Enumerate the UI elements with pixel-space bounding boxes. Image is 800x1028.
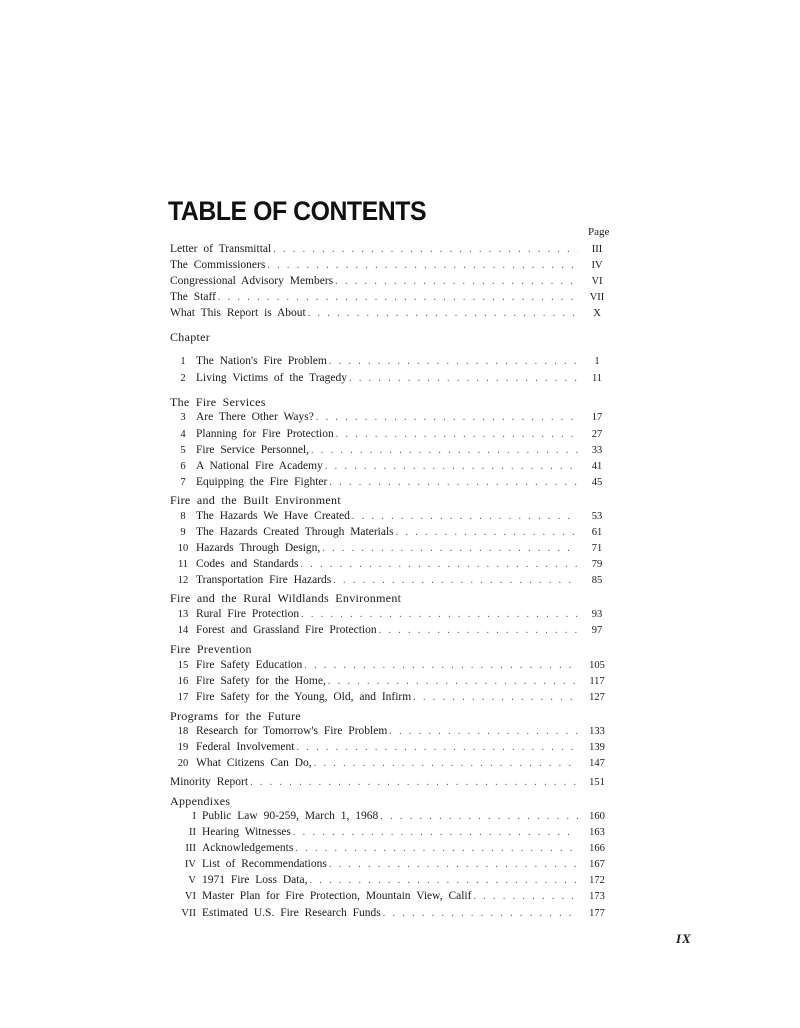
entry-page-number: X xyxy=(593,308,601,319)
entry-title: Congressional Advisory Members xyxy=(170,275,334,287)
dot-leader xyxy=(335,275,578,289)
entry-page-number: 53 xyxy=(591,511,603,522)
entry-number: 13 xyxy=(177,609,189,620)
entry-page-number: 177 xyxy=(589,908,605,919)
dot-leader xyxy=(267,259,578,273)
entry-page-number: 1 xyxy=(594,356,600,367)
entry-number: VII xyxy=(181,908,196,919)
entry-title: 1971 Fire Loss Data, xyxy=(202,874,308,886)
dot-leader xyxy=(295,842,578,856)
entry-title: Minority Report xyxy=(170,776,249,788)
entry-title: Equipping the Fire Fighter xyxy=(196,476,328,488)
chapter-entry xyxy=(170,525,612,539)
page-column-label: Page xyxy=(588,226,610,238)
front-matter-entry xyxy=(170,306,612,320)
entry-page-number: 45 xyxy=(591,477,603,488)
entry-number: 17 xyxy=(177,692,189,703)
entry-number: 15 xyxy=(177,660,189,671)
entry-page-number: VI xyxy=(591,276,603,287)
dot-leader xyxy=(316,411,578,425)
entry-number: 8 xyxy=(180,511,186,522)
appendix-entry xyxy=(170,873,612,887)
entry-title: What Citizens Can Do, xyxy=(196,757,312,769)
entry-page-number: 139 xyxy=(589,742,605,753)
dot-leader xyxy=(396,526,578,540)
appendixes-heading: Appendixes xyxy=(170,794,231,808)
section-heading: Fire Prevention xyxy=(170,642,252,656)
page-folio: IX xyxy=(676,931,692,946)
entry-page-number: 167 xyxy=(589,859,605,870)
section-heading: The Fire Services xyxy=(170,395,266,409)
chapter-entry xyxy=(170,443,612,457)
entry-page-number: 163 xyxy=(589,827,605,838)
entry-title: Acknowledgements xyxy=(202,842,294,854)
dot-leader xyxy=(379,624,578,638)
entry-title: Planning for Fire Protection xyxy=(196,428,334,440)
chapter-entry xyxy=(170,573,612,587)
chapter-entry xyxy=(170,427,612,441)
entry-number: 4 xyxy=(180,429,186,440)
entry-title: List of Recommendations xyxy=(202,858,327,870)
entry-title: A National Fire Academy xyxy=(196,460,323,472)
dot-leader xyxy=(304,659,578,673)
dot-leader xyxy=(309,874,578,888)
entry-number: 18 xyxy=(177,726,189,737)
entry-number: III xyxy=(185,843,196,854)
dot-leader xyxy=(329,476,578,490)
entry-title: Transportation Fire Hazards xyxy=(196,574,332,586)
entry-title: Codes and Standards xyxy=(196,558,299,570)
entry-title: Are There Other Ways? xyxy=(196,411,314,423)
appendix-entry xyxy=(170,857,612,871)
section-heading: Fire and the Rural Wildlands Environment xyxy=(170,591,402,605)
entry-number: 3 xyxy=(180,412,186,423)
chapter-entry xyxy=(170,674,612,688)
entry-page-number: 85 xyxy=(591,575,603,586)
entry-page-number: IV xyxy=(591,260,603,271)
entry-page-number: 127 xyxy=(589,692,605,703)
dot-leader xyxy=(473,890,578,904)
entry-number: 10 xyxy=(177,543,189,554)
entry-title: Federal Involvement xyxy=(196,741,295,753)
entry-page-number: 147 xyxy=(589,758,605,769)
entry-page-number: 79 xyxy=(591,559,603,570)
front-matter-entry xyxy=(170,290,612,304)
entry-page-number: 117 xyxy=(589,676,605,687)
entry-title: Fire Service Personnel, xyxy=(196,444,309,456)
entry-title: Living Victims of the Tragedy xyxy=(196,372,348,384)
dot-leader xyxy=(314,757,578,771)
entry-title: Letter of Transmittal xyxy=(170,243,272,255)
chapter-entry xyxy=(170,541,612,555)
entry-title: The Hazards Created Through Materials xyxy=(196,526,394,538)
entry-page-number: VII xyxy=(589,292,605,303)
entry-title: The Hazards We Have Created xyxy=(196,510,350,522)
dot-leader xyxy=(296,741,578,755)
entry-page-number: 160 xyxy=(589,811,605,822)
entry-number: I xyxy=(192,811,196,822)
entry-title: Fire Safety for the Young, Old, and Infirm xyxy=(196,691,412,703)
minority-report-entry xyxy=(170,775,612,789)
appendix-entry xyxy=(170,841,612,855)
entry-number: V xyxy=(188,875,196,886)
entry-title: The Commissioners xyxy=(170,259,266,271)
section-heading: Fire and the Built Environment xyxy=(170,493,341,507)
dot-leader xyxy=(301,608,578,622)
entry-page-number: 71 xyxy=(591,543,603,554)
dot-leader xyxy=(329,355,578,369)
front-matter-entry xyxy=(170,258,612,272)
entry-number: IV xyxy=(184,859,196,870)
chapter-entry xyxy=(170,756,612,770)
dot-leader xyxy=(325,460,578,474)
entry-page-number: 61 xyxy=(591,527,603,538)
front-matter-entry xyxy=(170,274,612,288)
chapter-entry xyxy=(170,509,612,523)
entry-page-number: 93 xyxy=(591,609,603,620)
entry-title: The Nation's Fire Problem xyxy=(196,355,327,367)
dot-leader xyxy=(349,372,578,386)
entry-title: Hazards Through Design, xyxy=(196,542,321,554)
entry-title: Master Plan for Fire Protection, Mountain View, Calif xyxy=(202,890,472,902)
entry-number: 14 xyxy=(177,625,189,636)
dot-leader xyxy=(333,574,578,588)
dot-leader xyxy=(250,776,578,790)
entry-number: II xyxy=(189,827,196,838)
entry-title: Public Law 90-259, March 1, 1968 xyxy=(202,810,379,822)
entry-title: Rural Fire Protection xyxy=(196,608,300,620)
entry-page-number: 27 xyxy=(591,429,603,440)
chapter-entry xyxy=(170,623,612,637)
dot-leader xyxy=(328,675,578,689)
entry-page-number: 105 xyxy=(589,660,605,671)
dot-leader xyxy=(273,243,578,257)
entry-number: 6 xyxy=(180,461,186,472)
entry-title: Forest and Grassland Fire Protection xyxy=(196,624,377,636)
entry-title: Estimated U.S. Fire Research Funds xyxy=(202,907,381,919)
chapter-heading: Chapter xyxy=(170,330,211,344)
entry-title: What This Report is About xyxy=(170,307,306,319)
dot-leader xyxy=(311,444,578,458)
dot-leader xyxy=(352,510,578,524)
entry-page-number: 133 xyxy=(589,726,605,737)
entry-number: 19 xyxy=(177,742,189,753)
entry-number: 5 xyxy=(180,445,186,456)
chapter-entry xyxy=(170,658,612,672)
chapter-entry xyxy=(170,740,612,754)
chapter-entry xyxy=(170,371,612,385)
chapter-entry xyxy=(170,410,612,424)
dot-leader xyxy=(336,428,578,442)
entry-number: 9 xyxy=(180,527,186,538)
dot-leader xyxy=(383,907,578,921)
entry-number: 16 xyxy=(177,676,189,687)
chapter-entry xyxy=(170,354,612,368)
dot-leader xyxy=(293,826,578,840)
entry-title: The Staff xyxy=(170,291,216,303)
chapter-entry xyxy=(170,459,612,473)
entry-page-number: 41 xyxy=(591,461,603,472)
entry-number: VI xyxy=(184,891,196,902)
chapter-entry xyxy=(170,690,612,704)
entry-page-number: 166 xyxy=(589,843,605,854)
chapter-entry xyxy=(170,557,612,571)
dot-leader xyxy=(300,558,578,572)
appendix-entry xyxy=(170,906,612,920)
dot-leader xyxy=(322,542,578,556)
chapter-entry xyxy=(170,475,612,489)
entry-number: 11 xyxy=(177,559,189,570)
dot-leader xyxy=(380,810,578,824)
entry-title: Research for Tomorrow's Fire Problem xyxy=(196,725,388,737)
dot-leader xyxy=(308,307,578,321)
entry-page-number: 173 xyxy=(589,891,605,902)
appendix-entry xyxy=(170,825,612,839)
dot-leader xyxy=(413,691,578,705)
entry-page-number: 17 xyxy=(591,412,603,423)
entry-title: Hearing Witnesses xyxy=(202,826,291,838)
entry-number: 12 xyxy=(177,575,189,586)
entry-number: 1 xyxy=(180,356,186,367)
entry-page-number: 151 xyxy=(589,777,605,788)
chapter-entry xyxy=(170,724,612,738)
entry-title: Fire Safety Education xyxy=(196,659,303,671)
entry-number: 7 xyxy=(180,477,186,488)
entry-page-number: III xyxy=(591,244,603,255)
dot-leader xyxy=(218,291,578,305)
section-heading: Programs for the Future xyxy=(170,709,301,723)
chapter-entry xyxy=(170,607,612,621)
appendix-entry xyxy=(170,809,612,823)
dot-leader xyxy=(329,858,578,872)
front-matter-entry xyxy=(170,242,612,256)
dot-leader xyxy=(389,725,578,739)
entry-page-number: 97 xyxy=(591,625,603,636)
entry-page-number: 172 xyxy=(589,875,605,886)
appendix-entry xyxy=(170,889,612,903)
entry-title: Fire Safety for the Home, xyxy=(196,675,326,687)
entry-page-number: 33 xyxy=(591,445,603,456)
page-title: TABLE OF CONTENTS xyxy=(168,196,427,226)
entry-number: 2 xyxy=(180,373,186,384)
entry-page-number: 11 xyxy=(591,373,603,384)
entry-number: 20 xyxy=(177,758,189,769)
